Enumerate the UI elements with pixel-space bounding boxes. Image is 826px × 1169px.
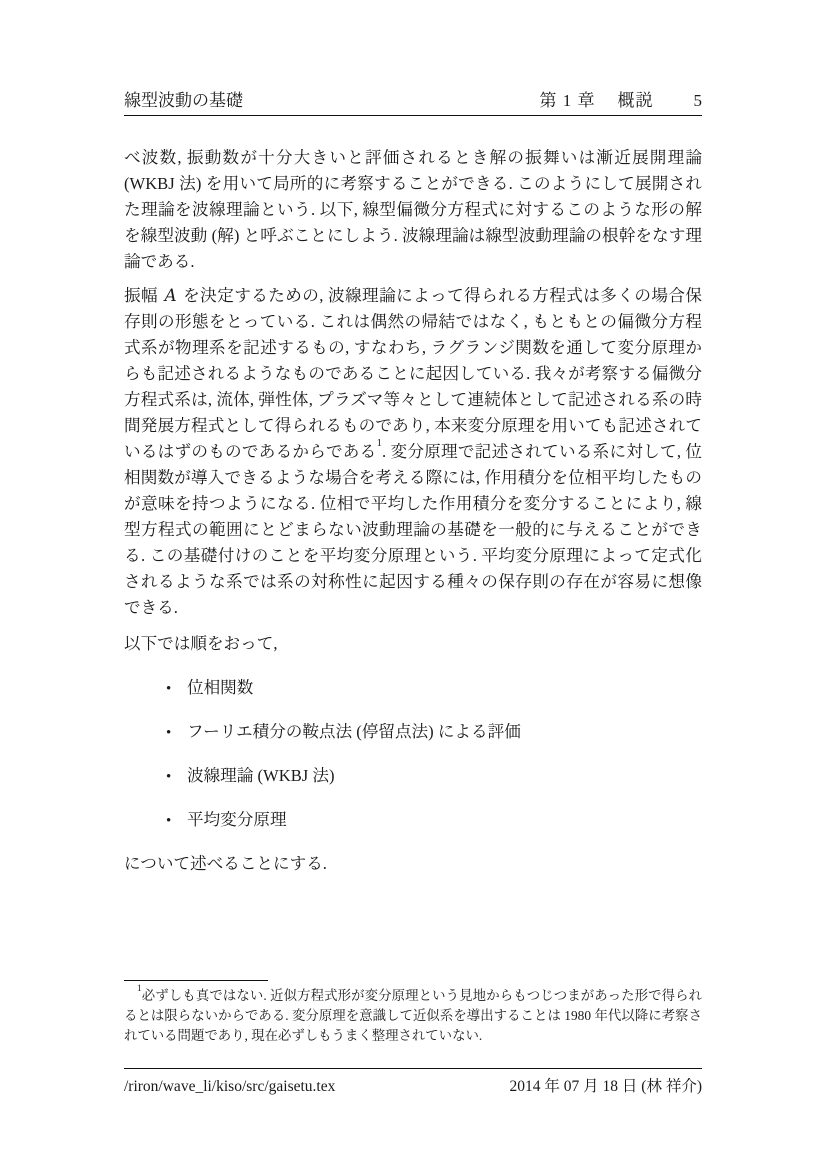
list-item-label: フーリエ積分の鞍点法 (停留点法) による評価 (187, 722, 521, 741)
paragraph-2-pre: 振幅 (124, 286, 163, 305)
page-footer (124, 1068, 702, 1096)
page-header (124, 86, 702, 116)
header-chapter: 第 1 章 (539, 91, 596, 110)
header-right-group (540, 86, 703, 111)
header-section: 概説 (617, 91, 654, 110)
math-variable-amplitude: A (164, 286, 177, 305)
footnote-text (124, 983, 702, 1046)
footer-date: 2014 年 07 月 18 日 (林 祥介) (509, 1078, 702, 1095)
header-running-title: 線型波動の基礎 (124, 91, 243, 110)
paragraph-1: べ波数, 振動数が十分大きいと評価されるとき解の振舞いは漸近展開理論 (WKBJ 法) を用いて局所的に考察することができる. このようにして展開された理論を波線理論という. 以下, 線型偏微分方程式に対するこのような形の解を線型波動 (解) と呼ぶことにしよう. 波線理論は線型波動理論の根幹をなす理論である. (124, 148, 702, 271)
bullet-icon: • (166, 725, 172, 741)
footnote-body: 必ずしも真ではない. 近似方程式形が変分原理という見地からもつじつまがあった形で得られるとは限らないからである. 変分原理を意識して近似系を導出することは 1980 年代以降に考察されている問題であり, 現在必ずしもうまく整理されていない. (124, 988, 702, 1043)
footer-file-path: /riron/wave_li/kiso/src/gaisetu.tex (124, 1078, 336, 1095)
paragraph-2-mid: を決定するための, 波線理論によって得られる方程式は多くの場合保存則の形態をとっている. これは偶然の帰結ではなく, もともとの偏微分方程式系が物理系を記述するもの, すなわち, ラグランジ関数を通して変分原理からも記述されるようなものであることに起因している. 我々が考察する偏微分方程式系は, 流体, 弾性体, プラズマ等々として連続体として記述される系の時間発展方程式として得られるものであり, 本来変分原理を用いても記述されているはずのものであるからである (124, 286, 702, 461)
list-item-label: 波線理論 (WKBJ 法) (187, 766, 335, 785)
bullet-icon: • (166, 813, 172, 829)
list-item-ray-theory (166, 763, 702, 790)
list-intro: 以下では順をおって, (124, 634, 278, 653)
list-item-label: 平均変分原理 (187, 810, 287, 829)
list-item-phase-function (166, 675, 702, 702)
footnote-area (124, 980, 702, 1046)
bullet-icon: • (166, 681, 172, 697)
page-body (124, 145, 702, 877)
bullet-icon: • (166, 769, 172, 785)
footnote-rule (124, 980, 268, 981)
footnote-number: 1 (137, 983, 142, 994)
list-item-label: 位相関数 (187, 678, 254, 697)
footnote-marker: 1 (376, 436, 382, 449)
header-page-number: 5 (693, 91, 702, 110)
list-item-saddle-point-method (166, 719, 702, 746)
paragraph-2-post: . 変分原理で記述されている系に対して, 位相関数が導入できるような場合を考える際には, 作用積分を位相平均したものが意味を持つようになる. 位相で平均した作用積分を変分することにより, 線型方程式の範囲にとどまらない波動理論の基礎を一般的に与えることができる. この基礎付けのことを平均変分原理という. 平均変分原理によって定式化されるような系では系の対称性に起因する種々の保存則の存在が容易に想像できる. (124, 442, 702, 617)
list-outro: について述べることにする. (124, 854, 327, 873)
list-item-mean-variational-principle (166, 807, 702, 834)
topic-list (124, 675, 702, 834)
paragraph-2 (124, 283, 702, 621)
